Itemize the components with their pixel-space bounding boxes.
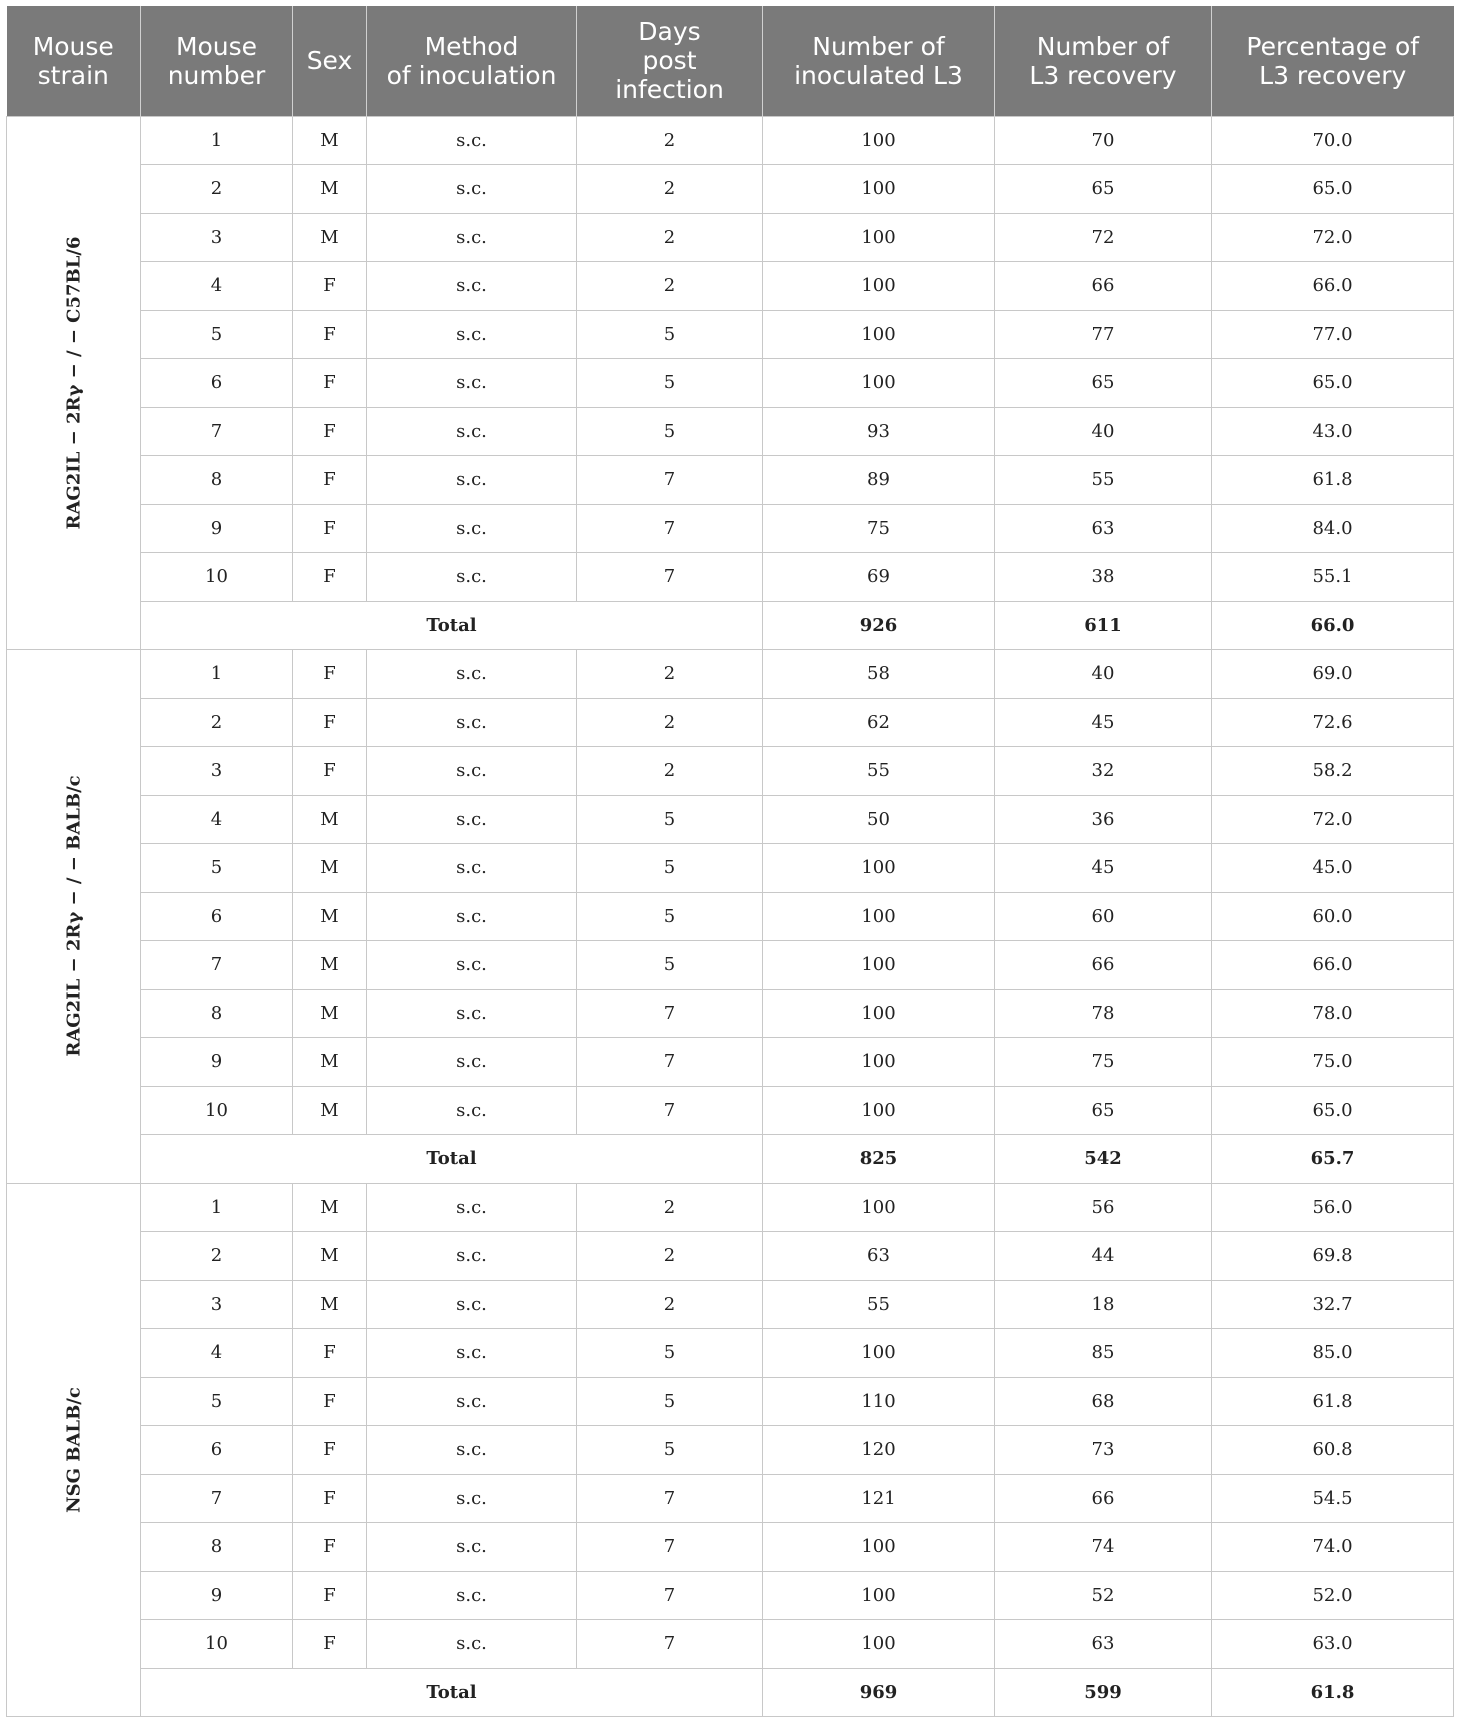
method-cell: s.c. bbox=[367, 1280, 577, 1329]
recovered-cell: 32 bbox=[995, 747, 1212, 796]
sex-cell: M bbox=[293, 941, 367, 990]
method-cell: s.c. bbox=[367, 310, 577, 359]
table-row bbox=[7, 407, 1454, 456]
inoculated-cell: 100 bbox=[763, 359, 995, 408]
recovered-cell: 65 bbox=[995, 165, 1212, 214]
mouse-number-cell: 8 bbox=[141, 1523, 293, 1572]
inoculated-cell: 100 bbox=[763, 1038, 995, 1087]
table-row bbox=[7, 844, 1454, 893]
sex-cell: M bbox=[293, 1086, 367, 1135]
header-row bbox=[7, 6, 1454, 116]
table-row bbox=[7, 1038, 1454, 1087]
total-row bbox=[7, 1668, 1454, 1717]
table-row bbox=[7, 116, 1454, 165]
sex-cell: F bbox=[293, 456, 367, 505]
table-row bbox=[7, 165, 1454, 214]
percentage-cell: 69.8 bbox=[1212, 1232, 1454, 1281]
recovered-cell: 44 bbox=[995, 1232, 1212, 1281]
inoculated-cell: 100 bbox=[763, 1183, 995, 1232]
total-recovered-cell: 542 bbox=[995, 1135, 1212, 1184]
header-line: post bbox=[642, 46, 697, 76]
sex-cell: F bbox=[293, 1329, 367, 1378]
recovered-cell: 36 bbox=[995, 795, 1212, 844]
days-cell: 5 bbox=[577, 844, 763, 893]
total-inoculated-cell: 825 bbox=[763, 1135, 995, 1184]
method-cell: s.c. bbox=[367, 892, 577, 941]
sex-cell: M bbox=[293, 1232, 367, 1281]
percentage-cell: 65.0 bbox=[1212, 1086, 1454, 1135]
percentage-cell: 66.0 bbox=[1212, 941, 1454, 990]
days-cell: 5 bbox=[577, 1329, 763, 1378]
header-line: Number of bbox=[1036, 31, 1170, 61]
method-cell: s.c. bbox=[367, 844, 577, 893]
header-line: of inoculation bbox=[386, 60, 557, 90]
total-label: Total bbox=[141, 1135, 763, 1184]
recovered-cell: 85 bbox=[995, 1329, 1212, 1378]
table-row bbox=[7, 650, 1454, 699]
inoculated-cell: 100 bbox=[763, 1571, 995, 1620]
method-cell: s.c. bbox=[367, 1620, 577, 1669]
mouse-number-cell: 1 bbox=[141, 1183, 293, 1232]
sex-cell: F bbox=[293, 359, 367, 408]
sex-cell: M bbox=[293, 213, 367, 262]
header-line: L3 recovery bbox=[1259, 60, 1407, 90]
mouse-number-cell: 7 bbox=[141, 1474, 293, 1523]
recovered-cell: 66 bbox=[995, 941, 1212, 990]
inoculated-cell: 100 bbox=[763, 892, 995, 941]
percentage-cell: 77.0 bbox=[1212, 310, 1454, 359]
days-cell: 2 bbox=[577, 1232, 763, 1281]
percentage-cell: 85.0 bbox=[1212, 1329, 1454, 1378]
mouse-number-cell: 3 bbox=[141, 1280, 293, 1329]
days-cell: 5 bbox=[577, 359, 763, 408]
table-row bbox=[7, 941, 1454, 990]
header-line: Method bbox=[424, 31, 519, 61]
recovered-cell: 40 bbox=[995, 407, 1212, 456]
mouse-number-cell: 8 bbox=[141, 989, 293, 1038]
mouse-number-cell: 8 bbox=[141, 456, 293, 505]
total-inoculated-cell: 969 bbox=[763, 1668, 995, 1717]
sex-cell: F bbox=[293, 1571, 367, 1620]
percentage-cell: 84.0 bbox=[1212, 504, 1454, 553]
header-days-post-infection bbox=[577, 6, 763, 116]
method-cell: s.c. bbox=[367, 359, 577, 408]
recovered-cell: 78 bbox=[995, 989, 1212, 1038]
method-cell: s.c. bbox=[367, 650, 577, 699]
recovered-cell: 66 bbox=[995, 1474, 1212, 1523]
sex-cell: M bbox=[293, 165, 367, 214]
table-row bbox=[7, 1474, 1454, 1523]
sex-cell: F bbox=[293, 698, 367, 747]
recovered-cell: 56 bbox=[995, 1183, 1212, 1232]
table-row bbox=[7, 262, 1454, 311]
recovered-cell: 40 bbox=[995, 650, 1212, 699]
percentage-cell: 60.0 bbox=[1212, 892, 1454, 941]
mouse-number-cell: 9 bbox=[141, 1038, 293, 1087]
method-cell: s.c. bbox=[367, 1232, 577, 1281]
percentage-cell: 60.8 bbox=[1212, 1426, 1454, 1475]
inoculated-cell: 110 bbox=[763, 1377, 995, 1426]
days-cell: 5 bbox=[577, 1426, 763, 1475]
percentage-cell: 72.6 bbox=[1212, 698, 1454, 747]
header-line: L3 recovery bbox=[1029, 60, 1177, 90]
days-cell: 5 bbox=[577, 941, 763, 990]
inoculated-cell: 121 bbox=[763, 1474, 995, 1523]
method-cell: s.c. bbox=[367, 941, 577, 990]
days-cell: 7 bbox=[577, 456, 763, 505]
percentage-cell: 56.0 bbox=[1212, 1183, 1454, 1232]
inoculated-cell: 100 bbox=[763, 116, 995, 165]
header-line: strain bbox=[37, 60, 109, 90]
header-line: Mouse bbox=[175, 31, 258, 61]
recovered-cell: 38 bbox=[995, 553, 1212, 602]
sex-cell: F bbox=[293, 1474, 367, 1523]
inoculated-cell: 89 bbox=[763, 456, 995, 505]
inoculated-cell: 100 bbox=[763, 213, 995, 262]
percentage-cell: 61.8 bbox=[1212, 456, 1454, 505]
percentage-cell: 69.0 bbox=[1212, 650, 1454, 699]
recovered-cell: 63 bbox=[995, 504, 1212, 553]
method-cell: s.c. bbox=[367, 1038, 577, 1087]
recovered-cell: 75 bbox=[995, 1038, 1212, 1087]
table-row bbox=[7, 1620, 1454, 1669]
header-line: Days bbox=[638, 17, 701, 47]
percentage-cell: 52.0 bbox=[1212, 1571, 1454, 1620]
days-cell: 7 bbox=[577, 1523, 763, 1572]
days-cell: 7 bbox=[577, 1038, 763, 1087]
recovered-cell: 70 bbox=[995, 116, 1212, 165]
method-cell: s.c. bbox=[367, 262, 577, 311]
days-cell: 2 bbox=[577, 213, 763, 262]
inoculated-cell: 50 bbox=[763, 795, 995, 844]
method-cell: s.c. bbox=[367, 1086, 577, 1135]
days-cell: 5 bbox=[577, 795, 763, 844]
header-number-inoculated-l3 bbox=[763, 6, 995, 116]
total-inoculated-cell: 926 bbox=[763, 601, 995, 650]
inoculated-cell: 62 bbox=[763, 698, 995, 747]
mouse-number-cell: 10 bbox=[141, 1086, 293, 1135]
method-cell: s.c. bbox=[367, 1571, 577, 1620]
inoculated-cell: 100 bbox=[763, 310, 995, 359]
inoculated-cell: 75 bbox=[763, 504, 995, 553]
sex-cell: F bbox=[293, 504, 367, 553]
inoculated-cell: 63 bbox=[763, 1232, 995, 1281]
table-row bbox=[7, 456, 1454, 505]
mouse-number-cell: 2 bbox=[141, 698, 293, 747]
mouse-number-cell: 3 bbox=[141, 747, 293, 796]
sex-cell: F bbox=[293, 747, 367, 796]
mouse-number-cell: 5 bbox=[141, 844, 293, 893]
percentage-cell: 54.5 bbox=[1212, 1474, 1454, 1523]
header-line: Number of bbox=[812, 31, 945, 61]
table-header bbox=[7, 6, 1454, 116]
sex-cell: M bbox=[293, 116, 367, 165]
sex-cell: F bbox=[293, 650, 367, 699]
recovered-cell: 45 bbox=[995, 844, 1212, 893]
header-line: Mouse bbox=[32, 31, 114, 61]
recovered-cell: 73 bbox=[995, 1426, 1212, 1475]
strain-cell bbox=[7, 650, 141, 1184]
sex-cell: F bbox=[293, 553, 367, 602]
percentage-cell: 55.1 bbox=[1212, 553, 1454, 602]
table-row bbox=[7, 1086, 1454, 1135]
days-cell: 7 bbox=[577, 1620, 763, 1669]
percentage-cell: 65.0 bbox=[1212, 165, 1454, 214]
total-label: Total bbox=[141, 601, 763, 650]
days-cell: 2 bbox=[577, 650, 763, 699]
table-row bbox=[7, 1426, 1454, 1475]
percentage-cell: 32.7 bbox=[1212, 1280, 1454, 1329]
mouse-number-cell: 7 bbox=[141, 407, 293, 456]
mouse-number-cell: 2 bbox=[141, 165, 293, 214]
days-cell: 5 bbox=[577, 892, 763, 941]
percentage-cell: 75.0 bbox=[1212, 1038, 1454, 1087]
inoculated-cell: 69 bbox=[763, 553, 995, 602]
days-cell: 7 bbox=[577, 504, 763, 553]
days-cell: 2 bbox=[577, 698, 763, 747]
header-number-l3-recovery bbox=[995, 6, 1212, 116]
sex-cell: M bbox=[293, 844, 367, 893]
days-cell: 7 bbox=[577, 989, 763, 1038]
total-percentage-cell: 66.0 bbox=[1212, 601, 1454, 650]
percentage-cell: 58.2 bbox=[1212, 747, 1454, 796]
method-cell: s.c. bbox=[367, 504, 577, 553]
percentage-cell: 45.0 bbox=[1212, 844, 1454, 893]
header-method-of-inoculation bbox=[367, 6, 577, 116]
method-cell: s.c. bbox=[367, 1426, 577, 1475]
recovered-cell: 68 bbox=[995, 1377, 1212, 1426]
table-row bbox=[7, 989, 1454, 1038]
mouse-number-cell: 1 bbox=[141, 116, 293, 165]
sex-cell: F bbox=[293, 1426, 367, 1475]
mouse-number-cell: 6 bbox=[141, 359, 293, 408]
total-recovered-cell: 599 bbox=[995, 1668, 1212, 1717]
sex-cell: F bbox=[293, 407, 367, 456]
method-cell: s.c. bbox=[367, 698, 577, 747]
sex-cell: F bbox=[293, 1523, 367, 1572]
strain-label: NSG BALB/c bbox=[63, 1386, 84, 1513]
recovered-cell: 66 bbox=[995, 262, 1212, 311]
inoculated-cell: 100 bbox=[763, 844, 995, 893]
table-row bbox=[7, 1280, 1454, 1329]
sex-cell: M bbox=[293, 892, 367, 941]
days-cell: 2 bbox=[577, 262, 763, 311]
inoculated-cell: 100 bbox=[763, 1523, 995, 1572]
method-cell: s.c. bbox=[367, 747, 577, 796]
mouse-number-cell: 3 bbox=[141, 213, 293, 262]
days-cell: 2 bbox=[577, 1183, 763, 1232]
inoculated-cell: 100 bbox=[763, 989, 995, 1038]
days-cell: 7 bbox=[577, 553, 763, 602]
inoculated-cell: 100 bbox=[763, 1620, 995, 1669]
recovered-cell: 18 bbox=[995, 1280, 1212, 1329]
mouse-number-cell: 9 bbox=[141, 504, 293, 553]
table-row bbox=[7, 1571, 1454, 1620]
strain-cell bbox=[7, 1183, 141, 1717]
inoculated-cell: 100 bbox=[763, 262, 995, 311]
table-row bbox=[7, 553, 1454, 602]
recovered-cell: 60 bbox=[995, 892, 1212, 941]
header-mouse-number bbox=[141, 6, 293, 116]
percentage-cell: 63.0 bbox=[1212, 1620, 1454, 1669]
table-row bbox=[7, 310, 1454, 359]
mouse-number-cell: 9 bbox=[141, 1571, 293, 1620]
percentage-cell: 43.0 bbox=[1212, 407, 1454, 456]
table-row bbox=[7, 359, 1454, 408]
strain-label: RAG2IL − 2Rγ − / − C57BL/6 bbox=[63, 236, 84, 530]
table-row bbox=[7, 795, 1454, 844]
mouse-number-cell: 6 bbox=[141, 1426, 293, 1475]
mouse-number-cell: 4 bbox=[141, 262, 293, 311]
table-row bbox=[7, 1523, 1454, 1572]
table-row bbox=[7, 213, 1454, 262]
method-cell: s.c. bbox=[367, 116, 577, 165]
days-cell: 7 bbox=[577, 1086, 763, 1135]
recovered-cell: 55 bbox=[995, 456, 1212, 505]
sex-cell: M bbox=[293, 1038, 367, 1087]
mouse-number-cell: 10 bbox=[141, 1620, 293, 1669]
method-cell: s.c. bbox=[367, 553, 577, 602]
method-cell: s.c. bbox=[367, 1523, 577, 1572]
days-cell: 2 bbox=[577, 116, 763, 165]
method-cell: s.c. bbox=[367, 1474, 577, 1523]
header-line: inoculated L3 bbox=[794, 60, 963, 90]
table-row bbox=[7, 1183, 1454, 1232]
mouse-number-cell: 2 bbox=[141, 1232, 293, 1281]
sex-cell: M bbox=[293, 989, 367, 1038]
inoculated-cell: 120 bbox=[763, 1426, 995, 1475]
mouse-number-cell: 4 bbox=[141, 1329, 293, 1378]
method-cell: s.c. bbox=[367, 989, 577, 1038]
mouse-number-cell: 6 bbox=[141, 892, 293, 941]
sex-cell: F bbox=[293, 310, 367, 359]
table-row bbox=[7, 747, 1454, 796]
days-cell: 2 bbox=[577, 747, 763, 796]
total-percentage-cell: 61.8 bbox=[1212, 1668, 1454, 1717]
method-cell: s.c. bbox=[367, 407, 577, 456]
inoculated-cell: 55 bbox=[763, 747, 995, 796]
recovered-cell: 77 bbox=[995, 310, 1212, 359]
total-row bbox=[7, 1135, 1454, 1184]
recovered-cell: 65 bbox=[995, 359, 1212, 408]
days-cell: 2 bbox=[577, 165, 763, 214]
method-cell: s.c. bbox=[367, 1329, 577, 1378]
recovered-cell: 63 bbox=[995, 1620, 1212, 1669]
mouse-number-cell: 7 bbox=[141, 941, 293, 990]
sex-cell: F bbox=[293, 262, 367, 311]
total-label: Total bbox=[141, 1668, 763, 1717]
mouse-number-cell: 4 bbox=[141, 795, 293, 844]
header-line: number bbox=[167, 60, 266, 90]
percentage-cell: 65.0 bbox=[1212, 359, 1454, 408]
header-percentage-l3-recovery bbox=[1212, 6, 1454, 116]
percentage-cell: 74.0 bbox=[1212, 1523, 1454, 1572]
days-cell: 5 bbox=[577, 407, 763, 456]
header-sex bbox=[293, 6, 367, 116]
method-cell: s.c. bbox=[367, 1183, 577, 1232]
total-percentage-cell: 65.7 bbox=[1212, 1135, 1454, 1184]
inoculated-cell: 58 bbox=[763, 650, 995, 699]
days-cell: 5 bbox=[577, 1377, 763, 1426]
header-line: Sex bbox=[306, 46, 353, 76]
header-line: Percentage of bbox=[1246, 31, 1420, 61]
strain-label: RAG2IL − 2Rγ − / − BALB/c bbox=[63, 775, 84, 1057]
days-cell: 2 bbox=[577, 1280, 763, 1329]
sex-cell: F bbox=[293, 1620, 367, 1669]
days-cell: 7 bbox=[577, 1571, 763, 1620]
mouse-number-cell: 1 bbox=[141, 650, 293, 699]
method-cell: s.c. bbox=[367, 213, 577, 262]
table-row bbox=[7, 1232, 1454, 1281]
days-cell: 7 bbox=[577, 1474, 763, 1523]
recovered-cell: 52 bbox=[995, 1571, 1212, 1620]
percentage-cell: 72.0 bbox=[1212, 795, 1454, 844]
mouse-number-cell: 10 bbox=[141, 553, 293, 602]
percentage-cell: 61.8 bbox=[1212, 1377, 1454, 1426]
percentage-cell: 70.0 bbox=[1212, 116, 1454, 165]
percentage-cell: 78.0 bbox=[1212, 989, 1454, 1038]
sex-cell: M bbox=[293, 1183, 367, 1232]
days-cell: 5 bbox=[577, 310, 763, 359]
table-row bbox=[7, 504, 1454, 553]
header-mouse-strain bbox=[7, 6, 141, 116]
method-cell: s.c. bbox=[367, 795, 577, 844]
table-row bbox=[7, 1329, 1454, 1378]
table-body bbox=[7, 116, 1454, 1717]
total-recovered-cell: 611 bbox=[995, 601, 1212, 650]
recovered-cell: 65 bbox=[995, 1086, 1212, 1135]
inoculated-cell: 55 bbox=[763, 1280, 995, 1329]
method-cell: s.c. bbox=[367, 456, 577, 505]
mouse-number-cell: 5 bbox=[141, 1377, 293, 1426]
recovered-cell: 45 bbox=[995, 698, 1212, 747]
percentage-cell: 72.0 bbox=[1212, 213, 1454, 262]
percentage-cell: 66.0 bbox=[1212, 262, 1454, 311]
recovered-cell: 72 bbox=[995, 213, 1212, 262]
strain-cell bbox=[7, 116, 141, 650]
sex-cell: M bbox=[293, 795, 367, 844]
inoculated-cell: 93 bbox=[763, 407, 995, 456]
recovered-cell: 74 bbox=[995, 1523, 1212, 1572]
method-cell: s.c. bbox=[367, 1377, 577, 1426]
sex-cell: M bbox=[293, 1280, 367, 1329]
inoculated-cell: 100 bbox=[763, 1086, 995, 1135]
total-row bbox=[7, 601, 1454, 650]
inoculated-cell: 100 bbox=[763, 1329, 995, 1378]
inoculated-cell: 100 bbox=[763, 165, 995, 214]
table-row bbox=[7, 1377, 1454, 1426]
table-row bbox=[7, 892, 1454, 941]
inoculated-cell: 100 bbox=[763, 941, 995, 990]
mouse-number-cell: 5 bbox=[141, 310, 293, 359]
table-row bbox=[7, 698, 1454, 747]
sex-cell: F bbox=[293, 1377, 367, 1426]
header-line: infection bbox=[615, 75, 724, 105]
method-cell: s.c. bbox=[367, 165, 577, 214]
l3-recovery-table bbox=[6, 6, 1454, 1717]
